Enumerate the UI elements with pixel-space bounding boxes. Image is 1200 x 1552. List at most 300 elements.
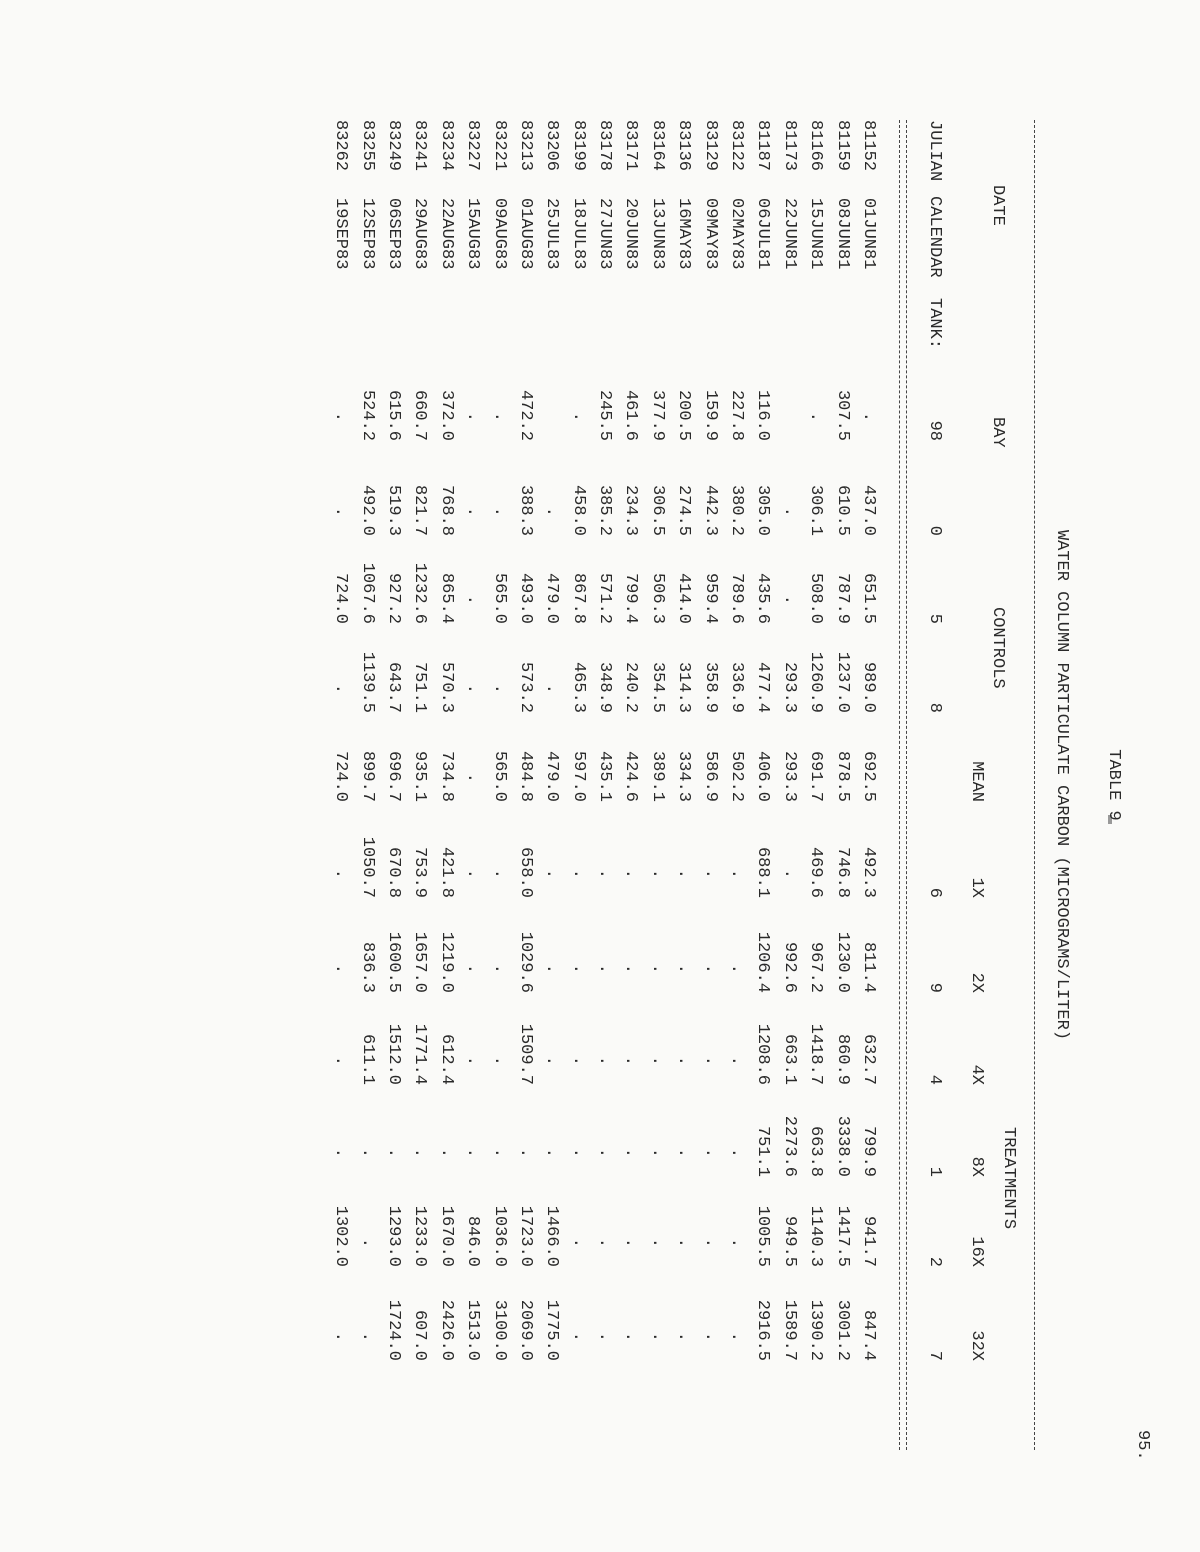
value-cell: 724.0 xyxy=(331,750,351,802)
value-cell: . xyxy=(463,683,483,694)
value-cell: 3338.0 xyxy=(832,1115,852,1177)
value-cell: . xyxy=(489,868,509,879)
value-cell: . xyxy=(331,506,351,517)
value-cell: 565.0 xyxy=(489,572,509,624)
value-cell: 847.4 xyxy=(859,1309,878,1361)
value-cell: 479.0 xyxy=(542,750,562,802)
value-cell: . xyxy=(621,1147,641,1158)
value-cell: 615.6 xyxy=(383,389,403,441)
value-cell: . xyxy=(647,963,667,974)
value-cell: 492.0 xyxy=(357,484,377,536)
value-cell: 314.3 xyxy=(674,661,694,713)
value-cell: . xyxy=(463,594,483,605)
value-cell: 1466.0 xyxy=(542,1205,562,1267)
julian-date: 81152 xyxy=(859,120,878,172)
value-cell: 753.9 xyxy=(410,846,430,898)
value-cell: 949.5 xyxy=(779,1215,799,1267)
value-cell: 358.9 xyxy=(700,661,720,713)
value-cell: . xyxy=(647,1331,667,1342)
table-row xyxy=(640,120,666,1450)
julian-date: 83199 xyxy=(568,120,588,172)
column-tank-number: 6 xyxy=(925,887,944,898)
table-row xyxy=(377,120,403,1450)
value-cell: . xyxy=(568,1331,588,1342)
value-cell: 611.1 xyxy=(357,1033,377,1085)
value-cell: . xyxy=(568,1147,588,1158)
value-cell: . xyxy=(331,683,351,694)
table-row xyxy=(667,120,693,1450)
value-cell: 1232.6 xyxy=(410,562,430,624)
table-row xyxy=(693,120,719,1450)
value-cell: 612.4 xyxy=(436,1033,456,1085)
calendar-date: 20JUN83 xyxy=(621,198,641,270)
table-row xyxy=(825,120,851,1450)
value-cell: . xyxy=(542,1147,562,1158)
value-cell: . xyxy=(568,1237,588,1248)
value-cell: 2069.0 xyxy=(515,1299,535,1361)
table-row xyxy=(403,120,429,1450)
header-tank-label: TANK: xyxy=(925,298,944,350)
value-cell: 227.8 xyxy=(727,389,747,441)
value-cell: 724.0 xyxy=(331,572,351,624)
calendar-date: 06JUL81 xyxy=(753,198,773,270)
calendar-date: 27JUN83 xyxy=(595,198,615,270)
value-cell: 519.3 xyxy=(383,484,403,536)
value-cell: . xyxy=(542,506,562,517)
value-cell: . xyxy=(647,1237,667,1248)
value-cell: 372.0 xyxy=(436,389,456,441)
value-cell: 607.0 xyxy=(410,1309,430,1361)
table-body xyxy=(324,120,878,1450)
julian-date: 83249 xyxy=(383,120,403,172)
value-cell: 565.0 xyxy=(489,750,509,802)
column-tank-number: 1 xyxy=(925,1166,944,1177)
value-cell: . xyxy=(542,683,562,694)
table-row xyxy=(772,120,798,1450)
value-cell: 1724.0 xyxy=(383,1299,403,1361)
value-cell: . xyxy=(674,1055,694,1066)
calendar-date: 25JUL83 xyxy=(542,198,562,270)
value-cell: 573.2 xyxy=(515,661,535,713)
value-cell: 1771.4 xyxy=(410,1023,430,1085)
value-cell: . xyxy=(700,1147,720,1158)
column-tank-number: 2 xyxy=(925,1256,944,1267)
value-cell: 492.3 xyxy=(859,846,878,898)
value-cell: . xyxy=(568,411,588,422)
value-cell: 1390.2 xyxy=(806,1299,826,1361)
calendar-date: 29AUG83 xyxy=(410,198,430,270)
value-cell: . xyxy=(595,1147,615,1158)
column-tank-number: 7 xyxy=(925,1350,944,1361)
value-cell: 935.1 xyxy=(410,750,430,802)
value-cell: . xyxy=(489,1147,509,1158)
table-row xyxy=(588,120,614,1450)
value-cell: 692.5 xyxy=(859,750,878,802)
value-cell: 927.2 xyxy=(383,572,403,624)
value-cell: . xyxy=(463,963,483,974)
value-cell: 1418.7 xyxy=(806,1023,826,1085)
value-cell: 570.3 xyxy=(436,661,456,713)
value-cell: . xyxy=(463,1147,483,1158)
value-cell: . xyxy=(331,1331,351,1342)
value-cell: 389.1 xyxy=(647,750,667,802)
value-cell: 751.1 xyxy=(753,1125,773,1177)
column-tank-number: 8 xyxy=(925,702,944,713)
calendar-date: 09AUG83 xyxy=(489,198,509,270)
value-cell: . xyxy=(542,868,562,879)
mid-divider-2 xyxy=(899,120,900,1450)
header-julian: JULIAN xyxy=(925,120,944,182)
calendar-date: 22JUN81 xyxy=(779,198,799,270)
value-cell: 1206.4 xyxy=(753,931,773,993)
value-cell: 240.2 xyxy=(621,661,641,713)
value-cell: . xyxy=(595,1055,615,1066)
value-cell: 424.6 xyxy=(621,750,641,802)
value-cell: 571.2 xyxy=(595,572,615,624)
value-cell: . xyxy=(568,868,588,879)
value-cell: . xyxy=(727,1147,747,1158)
table-row xyxy=(429,120,455,1450)
value-cell: . xyxy=(489,1055,509,1066)
table-row xyxy=(720,120,746,1450)
value-cell: 1600.5 xyxy=(383,931,403,993)
value-cell: 663.1 xyxy=(779,1033,799,1085)
value-cell: . xyxy=(674,963,694,974)
value-cell: 334.3 xyxy=(674,750,694,802)
value-cell: 306.1 xyxy=(806,484,826,536)
value-cell: 1237.0 xyxy=(832,651,852,713)
value-cell: . xyxy=(595,1237,615,1248)
value-cell: . xyxy=(674,1147,694,1158)
value-cell: 1293.0 xyxy=(383,1205,403,1267)
value-cell: . xyxy=(779,594,799,605)
value-cell: 435.6 xyxy=(753,572,773,624)
calendar-date: 09MAY83 xyxy=(700,198,720,270)
value-cell: 1219.0 xyxy=(436,931,456,993)
value-cell: 1233.0 xyxy=(410,1205,430,1267)
value-cell: 293.3 xyxy=(779,750,799,802)
value-cell: 305.0 xyxy=(753,484,773,536)
page-number: 95. xyxy=(1133,1430,1152,1461)
calendar-date: 22AUG83 xyxy=(436,198,456,270)
value-cell: 3001.2 xyxy=(832,1299,852,1361)
value-cell: 506.3 xyxy=(647,572,667,624)
value-cell: 586.9 xyxy=(700,750,720,802)
value-cell: . xyxy=(727,868,747,879)
value-cell: 846.0 xyxy=(463,1215,483,1267)
value-cell: 3100.0 xyxy=(489,1299,509,1361)
value-cell: . xyxy=(331,868,351,879)
value-cell: . xyxy=(674,1237,694,1248)
value-cell: . xyxy=(674,868,694,879)
value-cell: 992.6 xyxy=(779,941,799,993)
column-label: MEAN xyxy=(967,761,986,802)
value-cell: . xyxy=(568,1055,588,1066)
value-cell: 867.8 xyxy=(568,572,588,624)
value-cell: . xyxy=(621,868,641,879)
julian-date: 83227 xyxy=(463,120,483,172)
value-cell: . xyxy=(515,1147,535,1158)
value-cell: 493.0 xyxy=(515,572,535,624)
value-cell: . xyxy=(621,963,641,974)
column-tank-number: 5 xyxy=(925,613,944,624)
column-tank-number: 98 xyxy=(925,420,944,441)
column-tank-number: 0 xyxy=(925,525,944,536)
value-cell: 967.2 xyxy=(806,941,826,993)
value-cell: . xyxy=(621,1237,641,1248)
value-cell: 472.2 xyxy=(515,389,535,441)
value-cell: 1029.6 xyxy=(515,931,535,993)
value-cell: . xyxy=(621,1331,641,1342)
value-cell: 1417.5 xyxy=(832,1205,852,1267)
value-cell: 1775.0 xyxy=(542,1299,562,1361)
value-cell: . xyxy=(331,1055,351,1066)
value-cell: . xyxy=(331,411,351,422)
calendar-date: 18JUL83 xyxy=(568,198,588,270)
value-cell: 354.5 xyxy=(647,661,667,713)
julian-date: 83262 xyxy=(331,120,351,172)
table-row xyxy=(799,120,825,1450)
julian-date: 83122 xyxy=(727,120,747,172)
value-cell: 2273.6 xyxy=(779,1115,799,1177)
value-cell: 200.5 xyxy=(674,389,694,441)
value-cell: 658.0 xyxy=(515,846,535,898)
value-cell: 1260.9 xyxy=(806,651,826,713)
value-cell: . xyxy=(700,1055,720,1066)
value-cell: 524.2 xyxy=(357,389,377,441)
column-label: 32X xyxy=(967,1330,986,1361)
table-row xyxy=(509,120,535,1450)
value-cell: 691.7 xyxy=(806,750,826,802)
table-title: TABLE 9 xyxy=(1104,749,1123,821)
calendar-date: 06SEP83 xyxy=(383,198,403,270)
table-row xyxy=(535,120,561,1450)
value-cell: 484.8 xyxy=(515,750,535,802)
value-cell: 688.1 xyxy=(753,846,773,898)
value-cell: 643.7 xyxy=(383,661,403,713)
value-cell: 380.2 xyxy=(727,484,747,536)
value-cell: . xyxy=(779,506,799,517)
header-treatments: TREATMENTS xyxy=(999,1127,1018,1230)
value-cell: 651.5 xyxy=(859,572,878,624)
value-cell: . xyxy=(700,868,720,879)
value-cell: . xyxy=(410,1147,430,1158)
value-cell: 435.1 xyxy=(595,750,615,802)
value-cell: . xyxy=(489,683,509,694)
value-cell: 811.4 xyxy=(859,941,878,993)
value-cell: . xyxy=(463,868,483,879)
value-cell: 458.0 xyxy=(568,484,588,536)
value-cell: 1513.0 xyxy=(463,1299,483,1361)
value-cell: . xyxy=(700,963,720,974)
julian-date: 83221 xyxy=(489,120,509,172)
value-cell: . xyxy=(463,411,483,422)
value-cell: . xyxy=(647,868,667,879)
value-cell: 989.0 xyxy=(859,661,878,713)
mid-divider-1 xyxy=(906,120,907,1450)
value-cell: 508.0 xyxy=(806,572,826,624)
value-cell: 245.5 xyxy=(595,389,615,441)
julian-date: 81159 xyxy=(832,120,852,172)
value-cell: . xyxy=(859,411,878,422)
header-bay: BAY xyxy=(988,417,1007,448)
calendar-date: 01AUG83 xyxy=(515,198,535,270)
table-row xyxy=(350,120,376,1450)
table-row xyxy=(482,120,508,1450)
value-cell: 116.0 xyxy=(753,389,773,441)
value-cell: 836.3 xyxy=(357,941,377,993)
header-date: DATE xyxy=(988,185,1007,226)
value-cell: 789.6 xyxy=(727,572,747,624)
value-cell: 959.4 xyxy=(700,572,720,624)
julian-date: 81166 xyxy=(806,120,826,172)
value-cell: 437.0 xyxy=(859,484,878,536)
table-row xyxy=(324,120,350,1450)
value-cell: 274.5 xyxy=(674,484,694,536)
value-cell: 159.9 xyxy=(700,389,720,441)
value-cell: 306.5 xyxy=(647,484,667,536)
value-cell: . xyxy=(595,868,615,879)
value-cell: . xyxy=(779,868,799,879)
value-cell: 1723.0 xyxy=(515,1205,535,1267)
value-cell: 1036.0 xyxy=(489,1205,509,1267)
value-cell: 388.3 xyxy=(515,484,535,536)
value-cell: . xyxy=(727,963,747,974)
value-cell: 1670.0 xyxy=(436,1205,456,1267)
value-cell: 1512.0 xyxy=(383,1023,403,1085)
value-cell: . xyxy=(595,1331,615,1342)
calendar-date: 13JUN83 xyxy=(647,198,667,270)
value-cell: 307.5 xyxy=(832,389,852,441)
value-cell: 799.4 xyxy=(621,572,641,624)
value-cell: . xyxy=(727,1237,747,1248)
value-cell: 1302.0 xyxy=(331,1205,351,1267)
calendar-date: 15JUN81 xyxy=(806,198,826,270)
value-cell: . xyxy=(542,963,562,974)
top-divider xyxy=(1034,120,1035,1450)
value-cell: . xyxy=(647,1055,667,1066)
julian-date: 83206 xyxy=(542,120,562,172)
value-cell: 293.3 xyxy=(779,661,799,713)
calendar-date: 15AUG83 xyxy=(463,198,483,270)
value-cell: 234.3 xyxy=(621,484,641,536)
value-cell: . xyxy=(700,1331,720,1342)
table-row xyxy=(561,120,587,1450)
value-cell: 1067.6 xyxy=(357,562,377,624)
value-cell: . xyxy=(357,1237,377,1248)
value-cell: 421.8 xyxy=(436,846,456,898)
header-calendar: CALENDAR xyxy=(925,196,944,278)
julian-date: 81187 xyxy=(753,120,773,172)
value-cell: 461.6 xyxy=(621,389,641,441)
value-cell: 2916.5 xyxy=(753,1299,773,1361)
value-cell: . xyxy=(674,1331,694,1342)
value-cell: . xyxy=(383,1147,403,1158)
value-cell: 377.9 xyxy=(647,389,667,441)
value-cell: 1657.0 xyxy=(410,931,430,993)
column-label: 1X xyxy=(967,877,986,898)
value-cell: 696.7 xyxy=(383,750,403,802)
calendar-date: 02MAY83 xyxy=(727,198,747,270)
value-cell: 860.9 xyxy=(832,1033,852,1085)
column-tank-number: 9 xyxy=(925,982,944,993)
column-label: 16X xyxy=(967,1236,986,1267)
table-row xyxy=(852,120,878,1450)
value-cell: . xyxy=(331,1147,351,1158)
value-cell: 1589.7 xyxy=(779,1299,799,1361)
value-cell: . xyxy=(331,963,351,974)
value-cell: 865.4 xyxy=(436,572,456,624)
value-cell: . xyxy=(357,1331,377,1342)
julian-date: 83213 xyxy=(515,120,535,172)
value-cell: . xyxy=(489,411,509,422)
value-cell: . xyxy=(463,1055,483,1066)
value-cell: 821.7 xyxy=(410,484,430,536)
julian-date: 83178 xyxy=(595,120,615,172)
value-cell: 385.2 xyxy=(595,484,615,536)
julian-date: 81173 xyxy=(779,120,799,172)
value-cell: 787.9 xyxy=(832,572,852,624)
calendar-date: 08JUN81 xyxy=(832,198,852,270)
calendar-date: 19SEP83 xyxy=(331,198,351,270)
column-label: 4X xyxy=(967,1064,986,1085)
value-cell: 610.5 xyxy=(832,484,852,536)
value-cell: 469.6 xyxy=(806,846,826,898)
value-cell: 746.8 xyxy=(832,846,852,898)
value-cell: . xyxy=(568,963,588,974)
value-cell: 1509.7 xyxy=(515,1023,535,1085)
julian-date: 83234 xyxy=(436,120,456,172)
julian-date: 83136 xyxy=(674,120,694,172)
value-cell: 406.0 xyxy=(753,750,773,802)
value-cell: 1050.7 xyxy=(357,836,377,898)
value-cell: . xyxy=(436,1147,456,1158)
value-cell: . xyxy=(357,1147,377,1158)
value-cell: . xyxy=(700,1237,720,1248)
rotated-table-page xyxy=(213,120,1133,1450)
value-cell: 465.3 xyxy=(568,661,588,713)
value-cell: 597.0 xyxy=(568,750,588,802)
value-cell: . xyxy=(727,1331,747,1342)
julian-date: 83241 xyxy=(410,120,430,172)
value-cell: 941.7 xyxy=(859,1215,878,1267)
value-cell: . xyxy=(806,411,826,422)
value-cell: 660.7 xyxy=(410,389,430,441)
value-cell: . xyxy=(489,963,509,974)
value-cell: 878.5 xyxy=(832,750,852,802)
value-cell: . xyxy=(727,1055,747,1066)
value-cell: 502.2 xyxy=(727,750,747,802)
value-cell: 479.0 xyxy=(542,572,562,624)
value-cell: 1230.0 xyxy=(832,931,852,993)
value-cell: 751.1 xyxy=(410,661,430,713)
value-cell: 768.8 xyxy=(436,484,456,536)
value-cell: 1005.5 xyxy=(753,1205,773,1267)
calendar-date: 16MAY83 xyxy=(674,198,694,270)
value-cell: . xyxy=(595,963,615,974)
column-label: 2X xyxy=(967,972,986,993)
value-cell: 2426.0 xyxy=(436,1299,456,1361)
value-cell: 1208.6 xyxy=(753,1023,773,1085)
julian-date: 83164 xyxy=(647,120,667,172)
table-row xyxy=(614,120,640,1450)
value-cell: 1139.5 xyxy=(357,651,377,713)
julian-date: 83255 xyxy=(357,120,377,172)
value-cell: . xyxy=(463,506,483,517)
table-row xyxy=(746,120,772,1450)
value-cell: . xyxy=(542,1055,562,1066)
value-cell: 670.8 xyxy=(383,846,403,898)
